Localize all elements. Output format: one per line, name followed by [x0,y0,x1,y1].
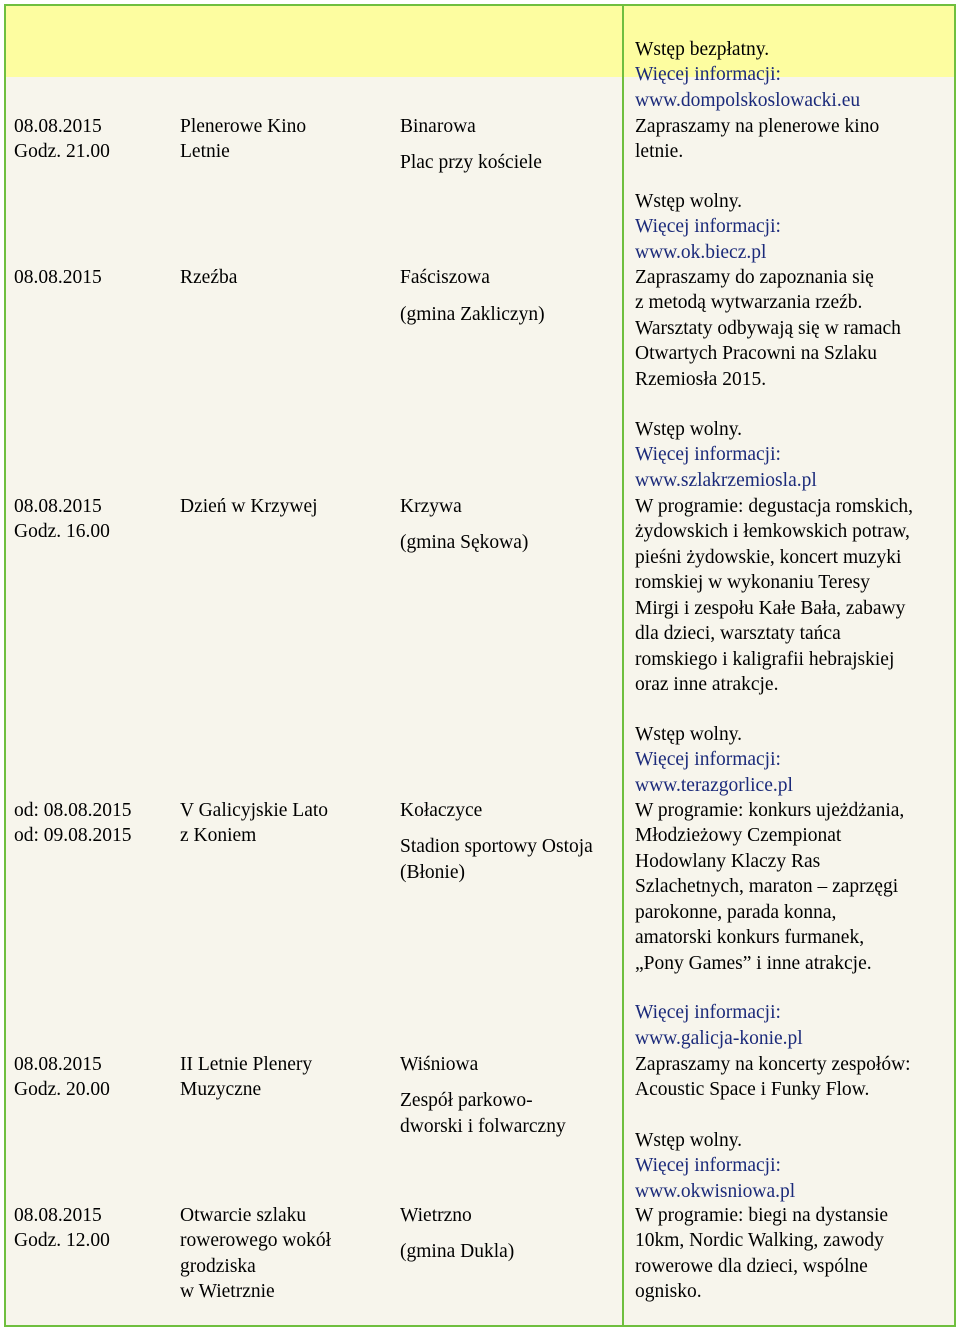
desc-line: żydowskich i łemkowskich potraw, [635,521,910,542]
place-detail: (gmina Zakliczyn) [400,304,545,325]
event-time: Godz. 12.00 [14,1230,110,1251]
event-title: Otwarcie szlaku [180,1205,307,1226]
desc-line: W programie: biegi na dystansie [635,1205,889,1226]
intro-line: Więcej informacji: [635,1155,781,1176]
desc-line: Zapraszamy na plenerowe kino [635,116,880,137]
desc-line: parokonne, parada konna, [635,902,837,923]
place-detail: Stadion sportowy Ostoja (Błonie) [400,836,593,883]
place-detail: (gmina Sękowa) [400,532,529,553]
desc-line: Mirgi i zespołu Kałe Bała, zabawy [635,598,906,619]
info-link[interactable]: www.okwisniowa.pl [635,1181,796,1202]
event-title: grodziska [180,1256,256,1277]
event-title: Plenerowe Kino [180,116,307,137]
event-date: 08.08.2015 [14,1205,102,1226]
intro-line: Więcej informacji: [635,64,781,85]
desc-line: 10km, Nordic Walking, zawody [635,1230,884,1251]
desc-line: rowerowe dla dzieci, wspólne [635,1256,868,1277]
event-time: Godz. 16.00 [14,521,110,542]
desc-line: Warsztaty odbywają się w ramach [635,318,901,339]
desc-line: romskiego i kaligrafii hebrajskiej [635,649,895,670]
event-date: 08.08.2015 [14,116,102,137]
desc-line: Młodzieżowy Czempionat [635,825,842,846]
info-link[interactable]: www.ok.biecz.pl [635,242,767,263]
desc-line: Rzemiosła 2015. [635,369,767,390]
event-date: od: 08.08.2015 [14,800,132,821]
intro-line: Więcej informacji: [635,749,781,770]
place-detail: (gmina Dukla) [400,1241,515,1262]
desc-line: dla dzieci, warsztaty tańca [635,623,841,644]
desc-line: Szlachetnych, maraton – zaprzęgi [635,876,899,897]
place-detail: Zespół parkowo- dworski i folwarczny [400,1090,566,1137]
place-name: Wiśniowa [400,1054,479,1075]
desc-line: amatorski konkurs furmanek, [635,927,865,948]
column-divider [622,6,624,1325]
event-title: Dzień w Krzywej [180,496,318,517]
intro-line: Wstęp wolny. [635,419,743,440]
info-link[interactable]: www.galicja-konie.pl [635,1028,803,1049]
desc-line: letnie. [635,141,684,162]
place-name: Binarowa [400,116,476,137]
desc-line: Acoustic Space i Funky Flow. [635,1079,870,1100]
intro-line: Więcej informacji: [635,1002,781,1023]
intro-line: Wstęp wolny. [635,724,743,745]
desc-line: „Pony Games” i inne atrakcje. [635,953,872,974]
desc-line: W programie: konkurs ujeżdżania, [635,800,905,821]
desc-line: Otwartych Pracowni na Szlaku [635,343,878,364]
event-title: Letnie [180,141,230,162]
desc-line: Zapraszamy do zapoznania się [635,267,874,288]
place-name: Faściszowa [400,267,490,288]
highlight-band [6,6,954,77]
desc-line: ognisko. [635,1281,702,1302]
info-link[interactable]: www.szlakrzemiosla.pl [635,470,817,491]
info-link[interactable]: www.terazgorlice.pl [635,775,793,796]
event-title: II Letnie Plenery [180,1054,313,1075]
intro-line: Więcej informacji: [635,444,781,465]
event-date: od: 09.08.2015 [14,825,132,846]
intro-line: Więcej informacji: [635,216,781,237]
desc-line: pieśni żydowskie, koncert muzyki [635,547,902,568]
place-name: Krzywa [400,496,462,517]
event-title: z Koniem [180,825,257,846]
event-date: 08.08.2015 [14,267,102,288]
event-time: Godz. 20.00 [14,1079,110,1100]
intro-line: Wstęp wolny. [635,1130,743,1151]
event-title: rowerowego wokół [180,1230,332,1251]
place-detail: Plac przy kościele [400,152,542,173]
info-link[interactable]: www.dompolskoslowacki.eu [635,90,861,111]
event-title: w Wietrznie [180,1281,275,1302]
place-name: Kołaczyce [400,800,483,821]
desc-line: oraz inne atrakcje. [635,674,779,695]
desc-line: Hodowlany Klaczy Ras [635,851,821,872]
event-time: Godz. 21.00 [14,141,110,162]
desc-line: Zapraszamy na koncerty zespołów: [635,1054,911,1075]
desc-line: z metodą wytwarzania rzeźb. [635,292,863,313]
events-table [4,4,956,1327]
event-title: Rzeźba [180,267,238,288]
event-title: Muzyczne [180,1079,262,1100]
place-name: Wietrzno [400,1205,472,1226]
event-date: 08.08.2015 [14,1054,102,1075]
intro-line: Wstęp wolny. [635,191,743,212]
intro-line: Wstęp bezpłatny. [635,39,770,60]
desc-line: romskiej w wykonaniu Teresy [635,572,870,593]
event-date: 08.08.2015 [14,496,102,517]
event-title: V Galicyjskie Lato [180,800,329,821]
desc-line: W programie: degustacja romskich, [635,496,913,517]
